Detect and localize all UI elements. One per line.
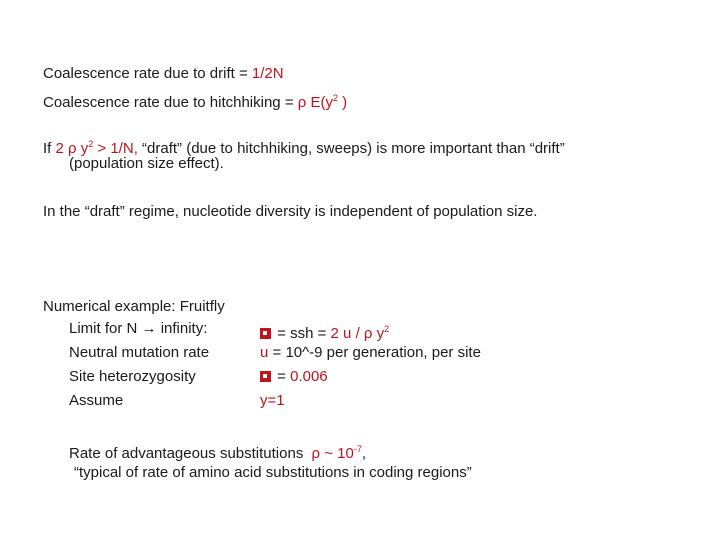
assume-value: y=1 — [260, 392, 285, 409]
drift-rate-value: 1/2N — [251, 65, 284, 82]
limit-value-exponent: 2 — [384, 324, 390, 334]
hitchhiking-rate-line — [43, 88, 347, 113]
example-label-assume: Assume — [69, 392, 124, 409]
condition-expression-b: > 1/N, — [97, 140, 138, 157]
mutation-value: = 10^-9 per generation, per site — [272, 344, 481, 361]
limit-value-ssh: = ssh = — [277, 325, 327, 342]
condition-if: If — [43, 140, 52, 157]
condition-expression-a: 2 ρ y — [55, 140, 89, 157]
drift-rate-label: Coalescence rate due to drift = — [43, 65, 248, 82]
substitution-exponent: -7 — [353, 444, 362, 454]
draft-regime-statement: In the “draft” regime, nucleotide diversity is independent of population size. — [43, 203, 538, 220]
hitchhiking-expectation-close: ) — [342, 94, 348, 111]
substitution-rho: ρ — [311, 445, 321, 462]
condition-exponent: 2 — [88, 139, 94, 149]
advantageous-substitution-line — [69, 439, 366, 464]
right-arrow-icon: → — [141, 320, 157, 337]
example-label-limit — [69, 319, 207, 339]
hitchhiking-rho: ρ — [297, 94, 307, 111]
example-value-heterozygosity — [260, 367, 328, 387]
example-value-mutation — [260, 343, 481, 363]
substitution-label: Rate of advantageous substitutions — [69, 445, 304, 462]
heterozygosity-equals: = — [277, 368, 286, 385]
heterozygosity-value: 0.006 — [290, 368, 328, 385]
example-value-assume — [260, 391, 285, 411]
hitchhiking-exponent: 2 — [332, 93, 338, 103]
hitchhiking-rate-label: Coalescence rate due to hitchhiking = — [43, 94, 294, 111]
drift-rate-line — [43, 64, 284, 84]
limit-label: Limit for N — [69, 320, 138, 337]
substitution-comma: , — [361, 445, 367, 462]
draft-condition-continuation: (population size effect). — [69, 155, 224, 172]
red-square-pi-icon — [260, 328, 271, 339]
example-label-mutation: Neutral mutation rate — [69, 344, 210, 361]
example-value-limit — [260, 319, 389, 344]
limit-value-formula: 2 u / ρ y — [330, 325, 385, 342]
condition-rest: “draft” (due to hitchhiking, sweeps) is more important than “drift” — [142, 140, 565, 157]
limit-label-rest: infinity: — [160, 320, 208, 337]
red-square-pi-icon — [260, 371, 271, 382]
hitchhiking-expectation-open: E( — [310, 94, 326, 111]
substitution-approx: ~ 10 — [324, 445, 354, 462]
hitchhiking-y: y — [325, 94, 333, 111]
numerical-example-title: Numerical example: Fruitfly — [43, 298, 225, 315]
example-label-heterozygosity: Site heterozygosity — [69, 368, 196, 385]
substitution-quote: “typical of rate of amino acid substitutions in coding regions” — [74, 464, 472, 481]
mutation-symbol: u — [260, 344, 269, 361]
